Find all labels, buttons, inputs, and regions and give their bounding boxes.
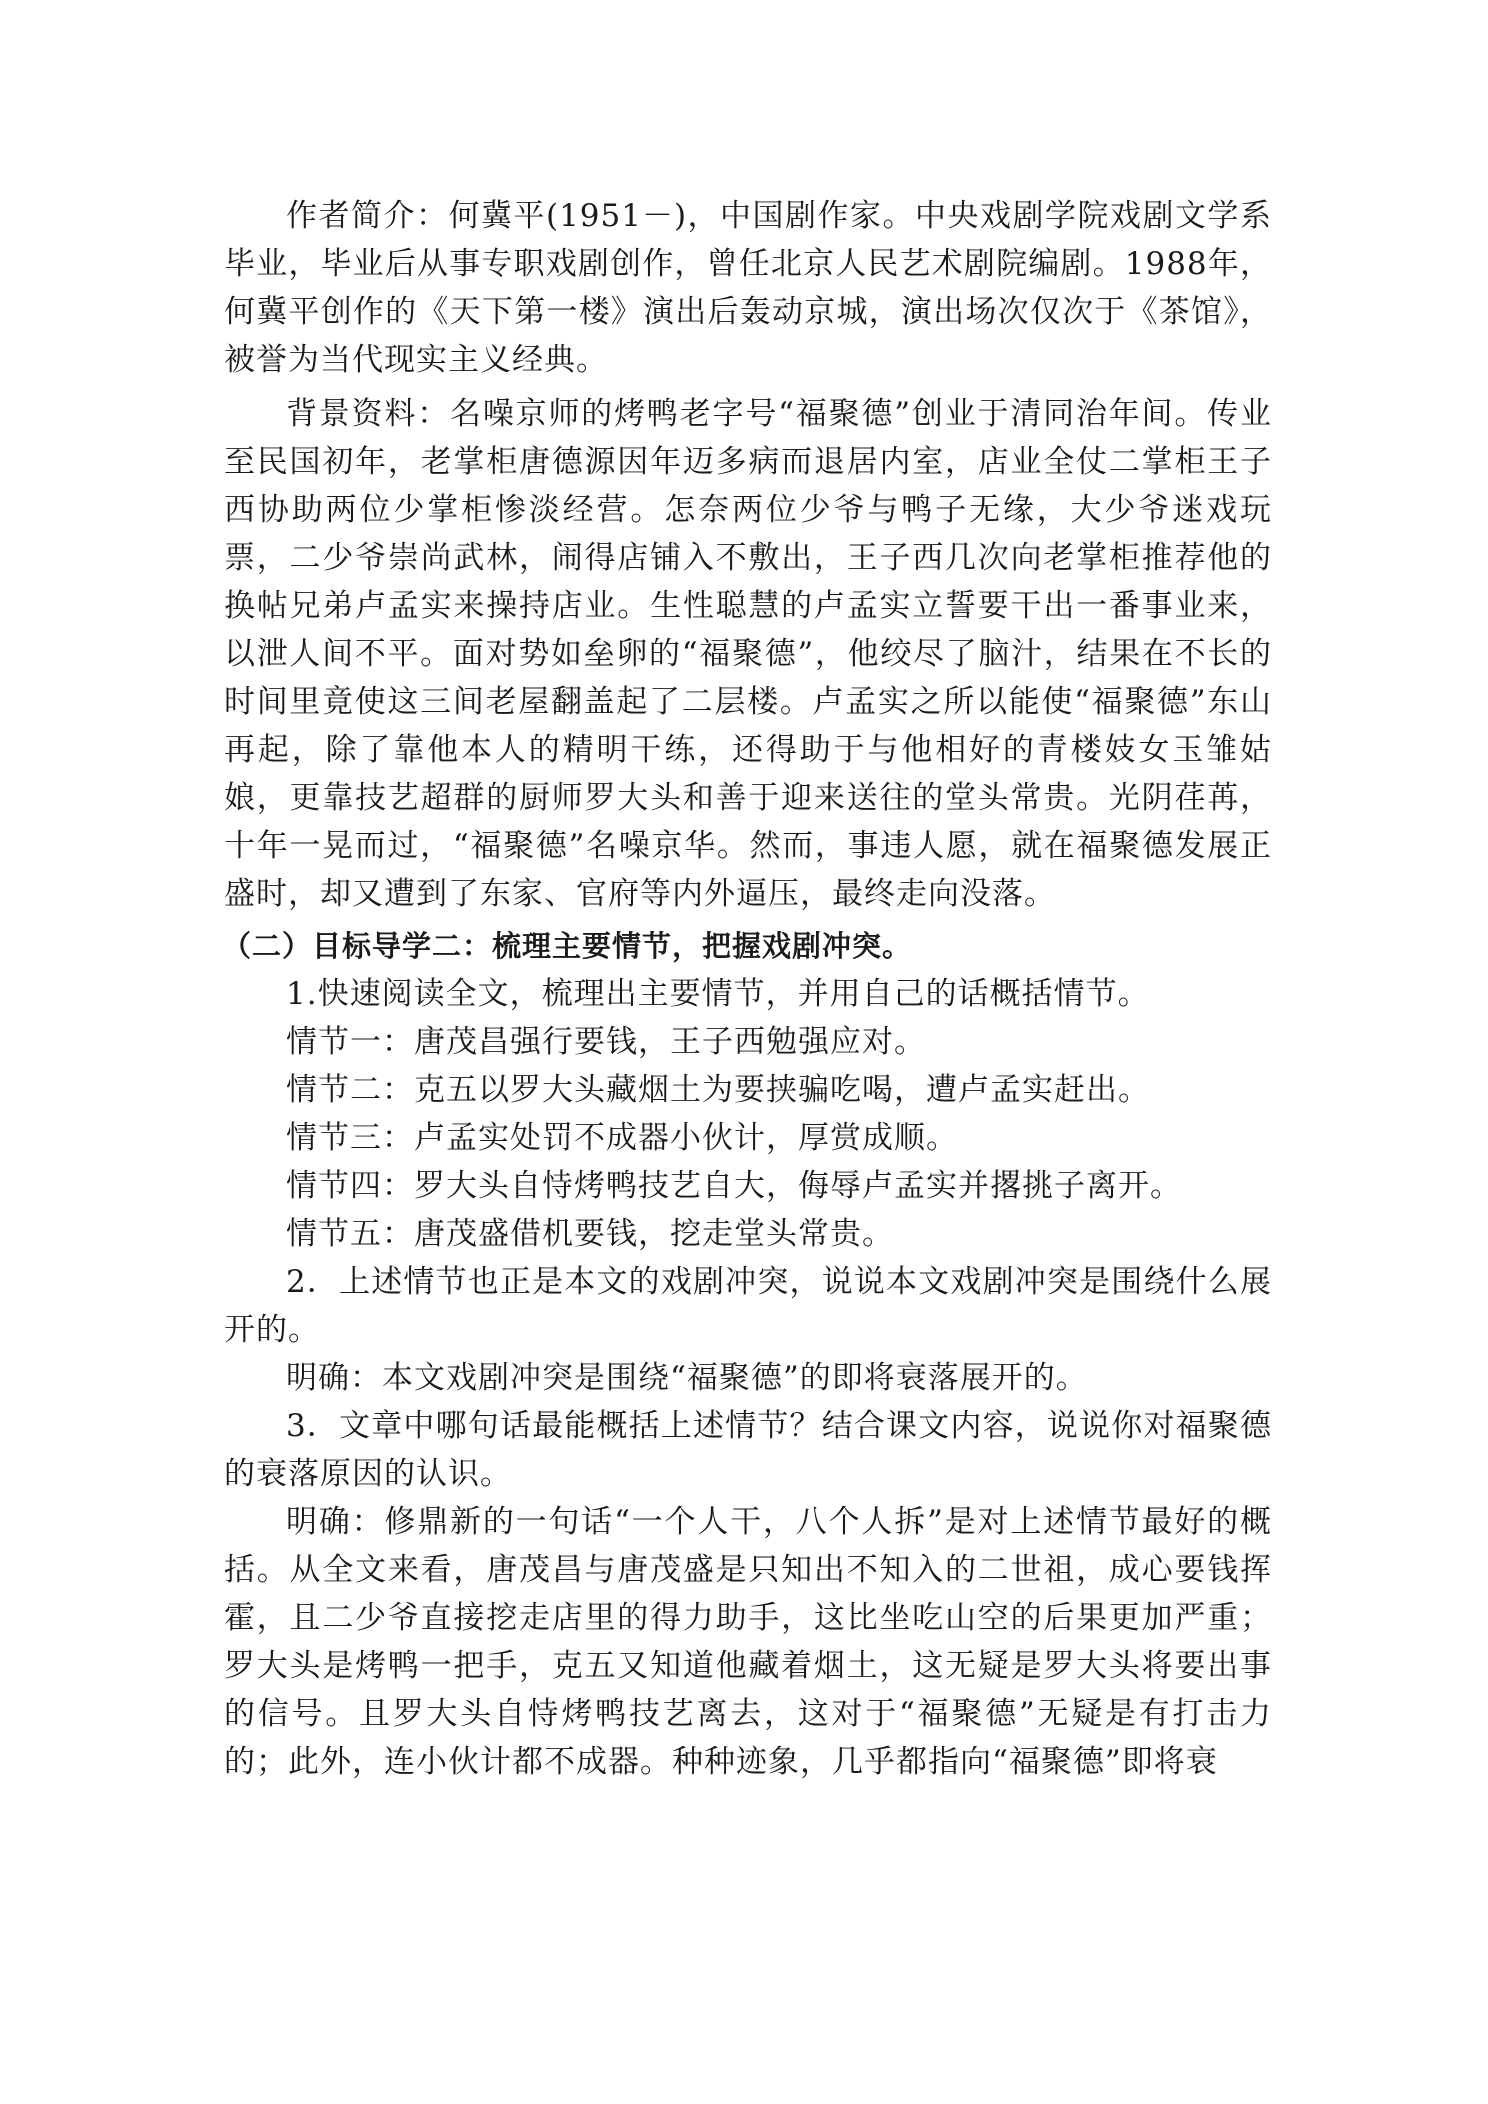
- document-page: [224, 192, 1272, 1786]
- question-1: 1.快速阅读全文，梳理出主要情节，并用自己的话概括情节。: [286, 976, 1150, 1012]
- answer-3: 明确：修鼎新的一句话“一个人干，八个人拆”是对上述情节最好的概括。从全文来看，唐茂昌与唐茂盛是只知出不知入的二世祖，成心要钱挥霍，且二少爷直接挖走店里的得力助手，这比坐吃山空的后果更加严重；罗大头是烤鸭一把手，克五又知道他藏着烟土，这无疑是罗大头将要出事的信号。且罗大头自恃烤鸭技艺离去，这对于“福聚德”无疑是有打击力的；此外，连小伙计都不成器。种种迹象，几乎都指向“福聚德”即将衰: [224, 1504, 1272, 1780]
- plot-item-5: 情节五：唐茂盛借机要钱，挖走堂头常贵。: [286, 1216, 894, 1252]
- question-2: 2．上述情节也正是本文的戏剧冲突，说说本文戏剧冲突是围绕什么展开的。: [224, 1264, 1272, 1348]
- plot-item-3: 情节三：卢孟实处罚不成器小伙计，厚赏成顺。: [286, 1120, 958, 1156]
- plot-item-2: 情节二：克五以罗大头藏烟土为要挟骗吃喝，遭卢孟实赶出。: [286, 1072, 1150, 1108]
- section-heading: （二）目标导学二：梳理主要情节，把握戏剧冲突。: [222, 929, 913, 963]
- question-3: 3．文章中哪句话最能概括上述情节？结合课文内容，说说你对福聚德的衰落原因的认识。: [224, 1408, 1272, 1492]
- answer-2: 明确：本文戏剧冲突是围绕“福聚德”的即将衰落展开的。: [286, 1360, 1088, 1396]
- background-paragraph: 背景资料：名噪京师的烤鸭老字号“福聚德”创业于清同治年间。传业至民国初年，老掌柜唐德源因年迈多病而退居内室，店业全仗二掌柜王子西协助两位少掌柜惨淡经营。怎奈两位少爷与鸭子无缘，大少爷迷戏玩票，二少爷崇尚武林，闹得店铺入不敷出，王子西几次向老掌柜推荐他的换帖兄弟卢孟实来操持店业。生性聪慧的卢孟实立誓要干出一番事业来，以泄人间不平。面对势如垒卵的“福聚德”，他绞尽了脑汁，结果在不长的时间里竟使这三间老屋翻盖起了二层楼。卢孟实之所以能使“福聚德”东山再起，除了靠他本人的精明干练，还得助于与他相好的青楼妓女玉雏姑娘，更靠技艺超群的厨师罗大头和善于迎来送往的堂头常贵。光阴荏苒，十年一晃而过，“福聚德”名噪京华。然而，事违人愿，就在福聚德发展正盛时，却又遭到了东家、官府等内外逼压，最终走向没落。: [224, 396, 1272, 912]
- plot-item-1: 情节一：唐茂昌强行要钱，王子西勉强应对。: [286, 1024, 926, 1060]
- author-intro-paragraph: 作者简介：何冀平(1951－)，中国剧作家。中央戏剧学院戏剧文学系毕业，毕业后从事专职戏剧创作，曾任北京人民艺术剧院编剧。1988年，何冀平创作的《天下第一楼》演出后轰动京城，演出场次仅次于《茶馆》，被誉为当代现实主义经典。: [224, 198, 1272, 378]
- plot-item-4: 情节四：罗大头自恃烤鸭技艺自大，侮辱卢孟实并撂挑子离开。: [286, 1168, 1182, 1204]
